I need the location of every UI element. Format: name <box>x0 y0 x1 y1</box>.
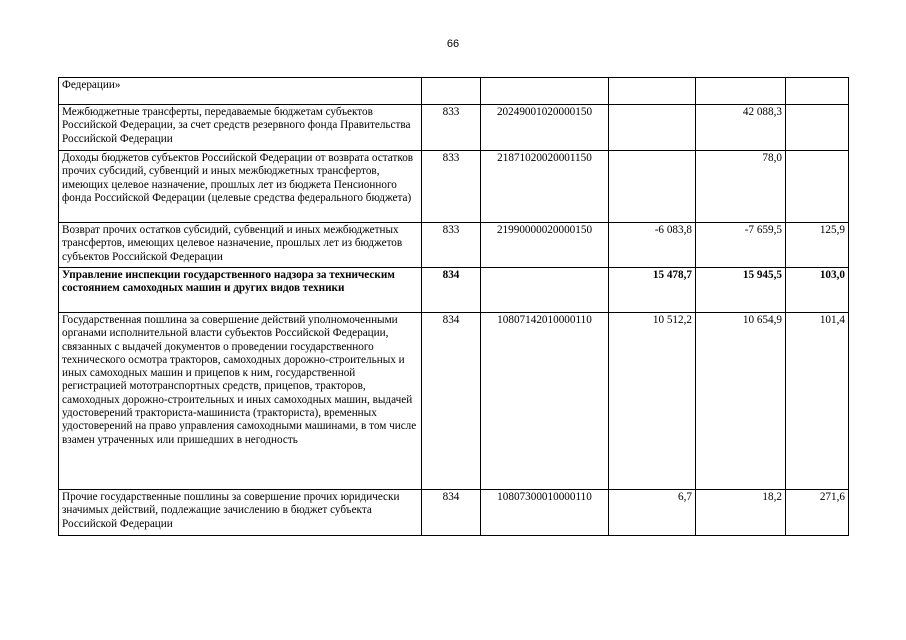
row-name: Доходы бюджетов субъектов Российской Федерации от возврата остатков прочих субсидий, субвенций и иных межбюджетных трансфертов, имеющих целевое назначение, прошлых лет из бюджета Пенсионного фонда Российской Федерации (целевые средства федерального бюджета) <box>59 151 422 223</box>
row-percent: 125,9 <box>786 223 849 268</box>
row-value-1: 10 512,2 <box>609 313 696 490</box>
row-admin-code: 834 <box>422 490 481 536</box>
revenue-table <box>58 77 849 536</box>
row-value-2: 42 088,3 <box>696 105 786 151</box>
row-admin-code: 833 <box>422 223 481 268</box>
row-name: Межбюджетные трансферты, передаваемые бюджетам субъектов Российской Федерации, за счет средств резервного фонда Правительства Российской Федерации <box>59 105 422 151</box>
row-admin-code: 833 <box>422 151 481 223</box>
table-row <box>59 313 849 490</box>
row-value-1 <box>609 78 696 105</box>
row-budget-code: 21871020020001150 <box>481 151 609 223</box>
table-row-section-header <box>59 268 849 313</box>
row-name: Возврат прочих остатков субсидий, субвенций и иных межбюджетных трансфертов, имеющих целевое назначение, прошлых лет из бюджетов субъектов Российской Федерации <box>59 223 422 268</box>
row-value-1 <box>609 105 696 151</box>
row-budget-code: 21990000020000150 <box>481 223 609 268</box>
row-value-2: 78,0 <box>696 151 786 223</box>
row-budget-code: 10807142010000110 <box>481 313 609 490</box>
row-name: Государственная пошлина за совершение действий уполномоченными органами исполнительной власти субъектов Российской Федерации, связанных с выдачей документов о проведении государственного технического осмотра тракторов, самоходных дорожно-строительных и иных самоходных машин и прицепов к ним, государственной регистрацией мототранспортных средств, прицепов, тракторов, самоходных дорожно-строительных и иных самоходных машин, выдачей удостоверений тракториста-машиниста (тракториста), временных удостоверений на право управления самоходными машинами, в том числе взамен утраченных или пришедших в негодность <box>59 313 422 490</box>
row-value-1: -6 083,8 <box>609 223 696 268</box>
row-value-1 <box>609 151 696 223</box>
row-percent: 101,4 <box>786 313 849 490</box>
row-value-2 <box>696 78 786 105</box>
row-admin-code: 833 <box>422 105 481 151</box>
row-percent: 103,0 <box>786 268 849 313</box>
row-name: Федерации» <box>59 78 422 105</box>
table-row <box>59 78 849 105</box>
row-budget-code: 20249001020000150 <box>481 105 609 151</box>
row-name: Прочие государственные пошлины за совершение прочих юридически значимых действий, подлежащие зачислению в бюджет субъекта Российской Федерации <box>59 490 422 536</box>
row-percent <box>786 105 849 151</box>
table-row <box>59 223 849 268</box>
row-budget-code: 10807300010000110 <box>481 490 609 536</box>
row-value-1: 15 478,7 <box>609 268 696 313</box>
row-value-2: 18,2 <box>696 490 786 536</box>
row-admin-code: 834 <box>422 268 481 313</box>
row-budget-code <box>481 268 609 313</box>
page-number: 66 <box>446 38 460 50</box>
row-admin-code: 834 <box>422 313 481 490</box>
row-value-1: 6,7 <box>609 490 696 536</box>
row-percent <box>786 151 849 223</box>
row-value-2: 15 945,5 <box>696 268 786 313</box>
row-value-2: 10 654,9 <box>696 313 786 490</box>
row-budget-code <box>481 78 609 105</box>
row-name: Управление инспекции государственного надзора за техническим состоянием самоходных машин и других видов техники <box>59 268 422 313</box>
table-body <box>59 78 849 536</box>
table-row <box>59 490 849 536</box>
row-admin-code <box>422 78 481 105</box>
table-row <box>59 151 849 223</box>
row-percent: 271,6 <box>786 490 849 536</box>
row-percent <box>786 78 849 105</box>
table-row <box>59 105 849 151</box>
row-value-2: -7 659,5 <box>696 223 786 268</box>
